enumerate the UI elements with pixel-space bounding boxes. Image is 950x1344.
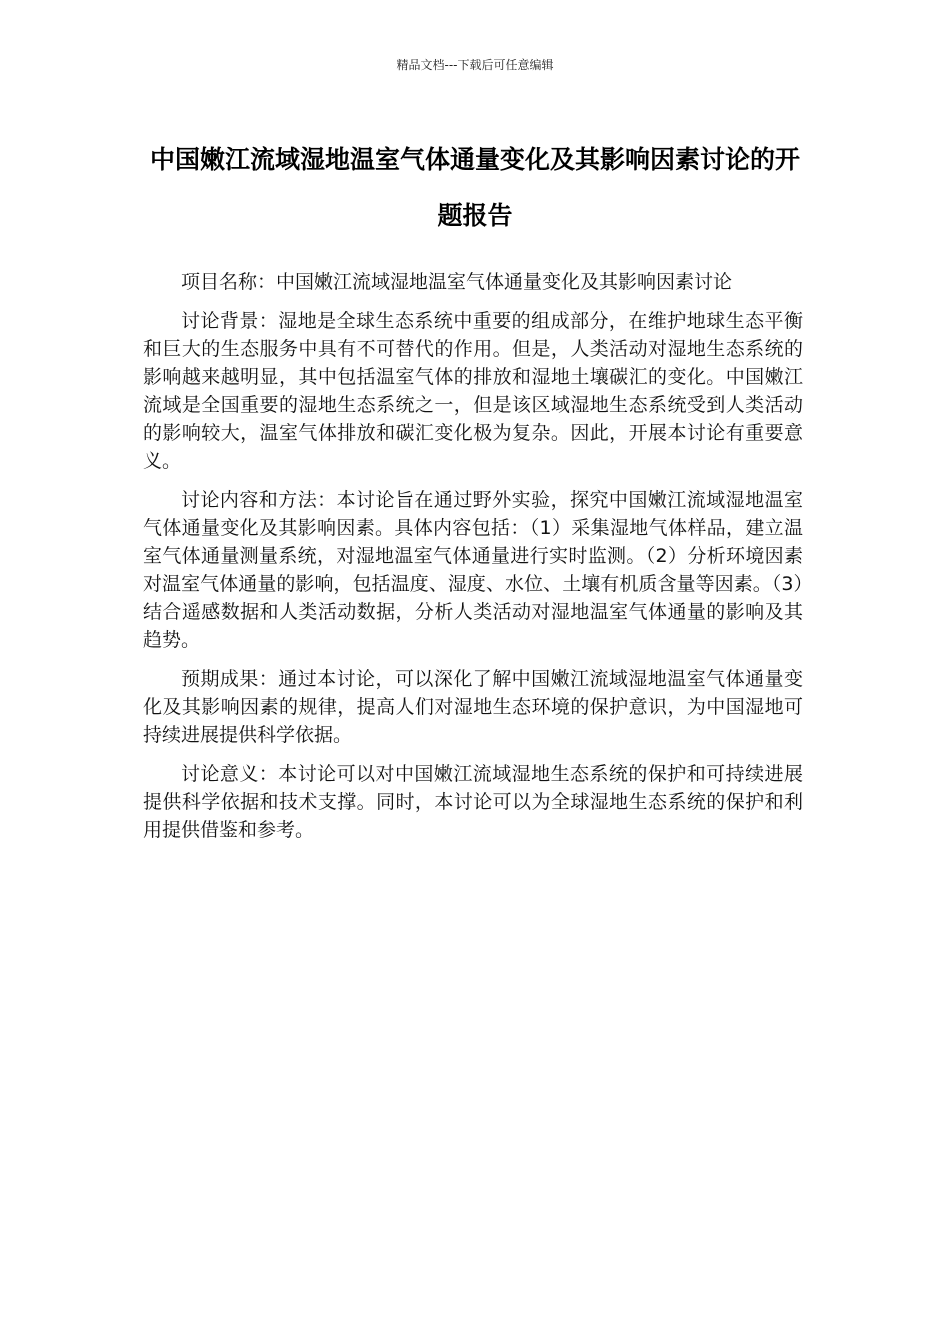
paragraph-project-name: 项目名称：中国嫩江流域湿地温室气体通量变化及其影响因素讨论 xyxy=(181,271,733,293)
paragraph-expected-results: 预期成果：通过本讨论，可以深化了解中国嫩江流域湿地温室气体通量变化及其影响因素的规律，提高人们对湿地生态环境的保护意识，为中国湿地可持续进展提供科学依据。 xyxy=(143,668,803,746)
document-body xyxy=(143,268,803,855)
paragraph-background: 讨论背景：湿地是全球生态系统中重要的组成部分，在维护地球生态平衡和巨大的生态服务中具有不可替代的作用。但是，人类活动对湿地生态系统的影响越来越明显，其中包括温室气体的排放和湿地土壤碳汇的变化。中国嫩江流域是全国重要的湿地生态系统之一，但是该区域湿地生态系统受到人类活动的影响较大，温室气体排放和碳汇变化极为复杂。因此，开展本讨论有重要意义。 xyxy=(143,310,803,472)
header-note: 精品文档---下载后可任意编辑 xyxy=(396,58,554,72)
paragraph-content-methods: 讨论内容和方法：本讨论旨在通过野外实验，探究中国嫩江流域湿地温室气体通量变化及其影响因素。具体内容包括：（1）采集湿地气体样品，建立温室气体通量测量系统，对湿地温室气体通量进行实时监测。（2）分析环境因素对温室气体通量的影响，包括温度、湿度、水位、土壤有机质含量等因素。（3）结合遥感数据和人类活动数据，分析人类活动对湿地温室气体通量的影响及其趋势。 xyxy=(143,489,803,651)
document-title: 中国嫩江流域湿地温室气体通量变化及其影响因素讨论的开题报告 xyxy=(149,145,800,230)
paragraph-significance: 讨论意义：本讨论可以对中国嫩江流域湿地生态系统的保护和可持续进展提供科学依据和技术支撑。同时，本讨论可以为全球湿地生态系统的保护和利用提供借鉴和参考。 xyxy=(143,763,803,841)
